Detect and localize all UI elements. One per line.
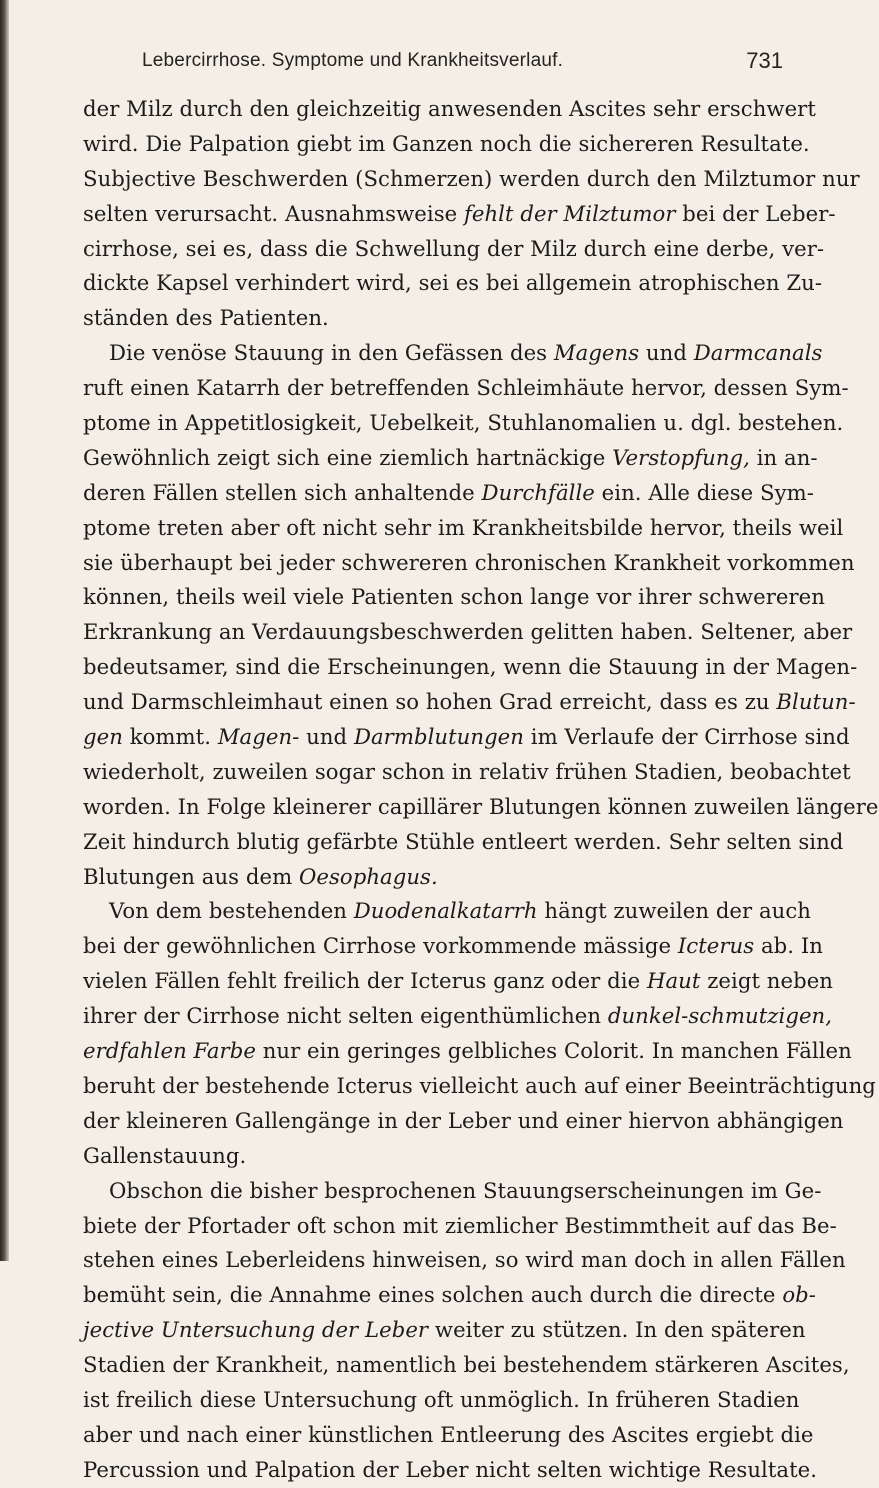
text-line [83, 1174, 822, 1209]
text-line [83, 1313, 806, 1348]
text-line [83, 546, 855, 581]
text-segment: und [639, 340, 694, 366]
text-segment: Zeit hindurch blutig gefärbte Stühle entleert werden. Sehr selten sind [83, 828, 844, 854]
text-segment: ein. Alle diese Sym- [594, 479, 814, 505]
text-line [83, 127, 810, 162]
text-segment: ptome in Appetitlosigkeit, Uebelkeit, Stuhlanomalien u. dgl. bestehen. [83, 410, 844, 436]
text-segment: Gewöhnlich zeigt sich eine ziemlich hartnäckige [83, 444, 613, 470]
text-segment: ptome treten aber oft nicht sehr im Krankheitsbilde hervor, theils weil [83, 514, 844, 540]
text-segment: ab. In [754, 933, 823, 959]
text-segment: Die venöse Stauung in den Gefässen des [109, 340, 554, 366]
text-line [83, 336, 823, 371]
text-line [83, 511, 844, 546]
running-header [88, 50, 783, 82]
text-line [83, 1453, 818, 1488]
italic-text: ob- [782, 1282, 816, 1308]
text-line [83, 1348, 850, 1383]
text-line [83, 999, 833, 1034]
italic-text: Haut [646, 968, 701, 994]
text-line [83, 825, 844, 860]
text-segment: Stadien der Krankheit, namentlich bei bestehendem stärkeren Ascites, [83, 1352, 850, 1378]
text-line [83, 197, 836, 232]
text-segment: in an- [749, 444, 818, 470]
text-segment: weiter zu stützen. In den späteren [428, 1317, 806, 1343]
text-line [83, 1278, 816, 1313]
text-line [83, 232, 825, 267]
text-segment: beruht der bestehende Icterus vielleicht auch auf einer Beeinträchtigung [83, 1072, 876, 1098]
paragraph [83, 1174, 850, 1488]
text-segment: bemüht sein, die Annahme eines solchen auch durch die directe [83, 1282, 783, 1308]
text-segment: der Milz durch den gleichzeitig anwesenden Ascites sehr erschwert [83, 96, 816, 121]
text-segment: ihrer der Cirrhose nicht selten eigenthümlichen [83, 1003, 608, 1029]
italic-text: gen [83, 724, 123, 750]
italic-text: Icterus [677, 933, 755, 959]
italic-text: Durchfälle [481, 479, 595, 505]
text-segment: Subjective Beschwerden (Schmerzen) werden durch den Milztumor nur [83, 165, 860, 191]
italic-text: Darmcanals [693, 340, 823, 366]
text-segment: Obschon die bisher besprochenen Stauungserscheinungen im Ge- [109, 1177, 822, 1203]
text-line [83, 1034, 852, 1069]
text-segment: ruft einen Katarrh der betreffenden Schleimhäute hervor, dessen Sym- [83, 375, 849, 401]
text-segment: Gallenstauung. [83, 1142, 247, 1168]
text-line [83, 406, 844, 441]
text-line [83, 1243, 846, 1278]
text-line [83, 685, 856, 720]
text-segment: cirrhose, sei es, dass die Schwellung der Milz durch eine derbe, ver- [83, 235, 825, 261]
italic-text: dunkel-schmutzigen, [607, 1003, 833, 1029]
text-line [83, 650, 858, 685]
text-segment: der kleineren Gallengänge in der Leber und einer hiervon abhängigen [83, 1107, 844, 1133]
text-segment: worden. In Folge kleinerer capillärer Blutungen können zuweilen längere [83, 793, 879, 819]
text-line [83, 441, 818, 476]
text-segment: selten verursacht. Ausnahmsweise [83, 200, 464, 226]
text-segment: aber und nach einer künstlichen Entleerung des Ascites ergiebt die [83, 1421, 814, 1447]
page-number: 731 [746, 48, 783, 73]
text-line [83, 964, 833, 999]
text-segment: sie überhaupt bei jeder schwereren chronischen Krankheit vorkommen [83, 549, 855, 575]
text-segment: Erkrankung an Verdauungsbeschwerden gelitten haben. Seltener, aber [83, 619, 853, 645]
text-segment: vielen Fällen fehlt freilich der Icterus ganz oder die [83, 968, 647, 994]
paragraph [83, 336, 879, 894]
paragraph [83, 92, 860, 336]
text-line [83, 860, 783, 895]
text-segment: zeigt neben [700, 968, 833, 994]
text-segment: biete der Pfortader oft schon mit ziemlicher Bestimmtheit auf das Be- [83, 1212, 837, 1238]
text-segment: Percussion und Palpation der Leber nicht selten wichtige Resultate. [83, 1456, 818, 1482]
text-segment: deren Fällen stellen sich anhaltende [83, 479, 482, 505]
text-segment: bei der gewöhnlichen Cirrhose vorkommende mässige [83, 933, 678, 959]
italic-text: Magens [553, 340, 640, 366]
text-segment: Blutungen aus dem [83, 863, 299, 889]
text-line [83, 1069, 876, 1104]
text-line [83, 580, 825, 615]
text-line [83, 1383, 800, 1418]
body-text [83, 92, 879, 1488]
text-line [83, 894, 811, 929]
text-line [83, 720, 850, 755]
italic-text: Blutun- [776, 689, 856, 715]
text-line [83, 615, 853, 650]
text-line [83, 162, 860, 197]
text-line [83, 1209, 837, 1244]
italic-text: Oesophagus. [299, 863, 438, 889]
paragraph [83, 894, 876, 1173]
text-segment: kommt. [122, 724, 218, 750]
text-segment: dickte Kapsel verhindert wird, sei es bei allgemein atrophischen Zu- [83, 270, 823, 296]
text-segment: nur ein geringes gelbliches Colorit. In manchen Fällen [255, 1038, 852, 1064]
italic-text: Verstopfung, [612, 444, 750, 470]
text-segment: im Verlaufe der Cirrhose sind [523, 724, 850, 750]
text-line [83, 371, 849, 406]
italic-text: Duodenalkatarrh [353, 898, 538, 924]
text-line [83, 92, 816, 127]
text-segment: bedeutsamer, sind die Erscheinungen, wenn die Stauung in der Magen- [83, 654, 858, 680]
text-segment: und Darmschleimhaut einen so hohen Grad erreicht, dass es zu [83, 689, 777, 715]
text-line [83, 266, 823, 301]
italic-text: Darmblutungen [353, 724, 524, 750]
text-segment: stehen eines Leberleidens hinweisen, so wird man doch in allen Fällen [83, 1247, 846, 1273]
text-line [83, 301, 783, 336]
text-line [83, 929, 823, 964]
text-line [83, 755, 851, 790]
italic-text: Magen- [217, 724, 300, 750]
text-segment: bei der Leber- [675, 200, 836, 226]
text-segment: Von dem bestehenden [109, 898, 354, 924]
text-line [83, 1104, 844, 1139]
running-title: Lebercirrhose. Symptome und Krankheitsverlauf. [142, 50, 564, 71]
text-segment: hängt zuweilen der auch [537, 898, 811, 924]
italic-text: fehlt der Milztumor [464, 200, 676, 226]
text-segment: ist freilich diese Untersuchung oft unmöglich. In früheren Stadien [83, 1386, 800, 1412]
text-line [83, 790, 879, 825]
text-segment: wiederholt, zuweilen sogar schon in relativ frühen Stadien, beobachtet [83, 758, 851, 784]
text-line [83, 476, 814, 511]
text-line [83, 1418, 814, 1453]
italic-text: erdfahlen Farbe [83, 1038, 256, 1064]
text-segment: können, theils weil viele Patienten schon lange vor ihrer schwereren [83, 584, 825, 610]
text-segment: wird. Die Palpation giebt im Ganzen noch die sichereren Resultate. [83, 130, 810, 156]
text-segment: und [299, 724, 354, 750]
text-segment: ständen des Patienten. [83, 305, 329, 331]
italic-text: jective Untersuchung der Leber [83, 1317, 429, 1343]
text-line [83, 1139, 783, 1174]
